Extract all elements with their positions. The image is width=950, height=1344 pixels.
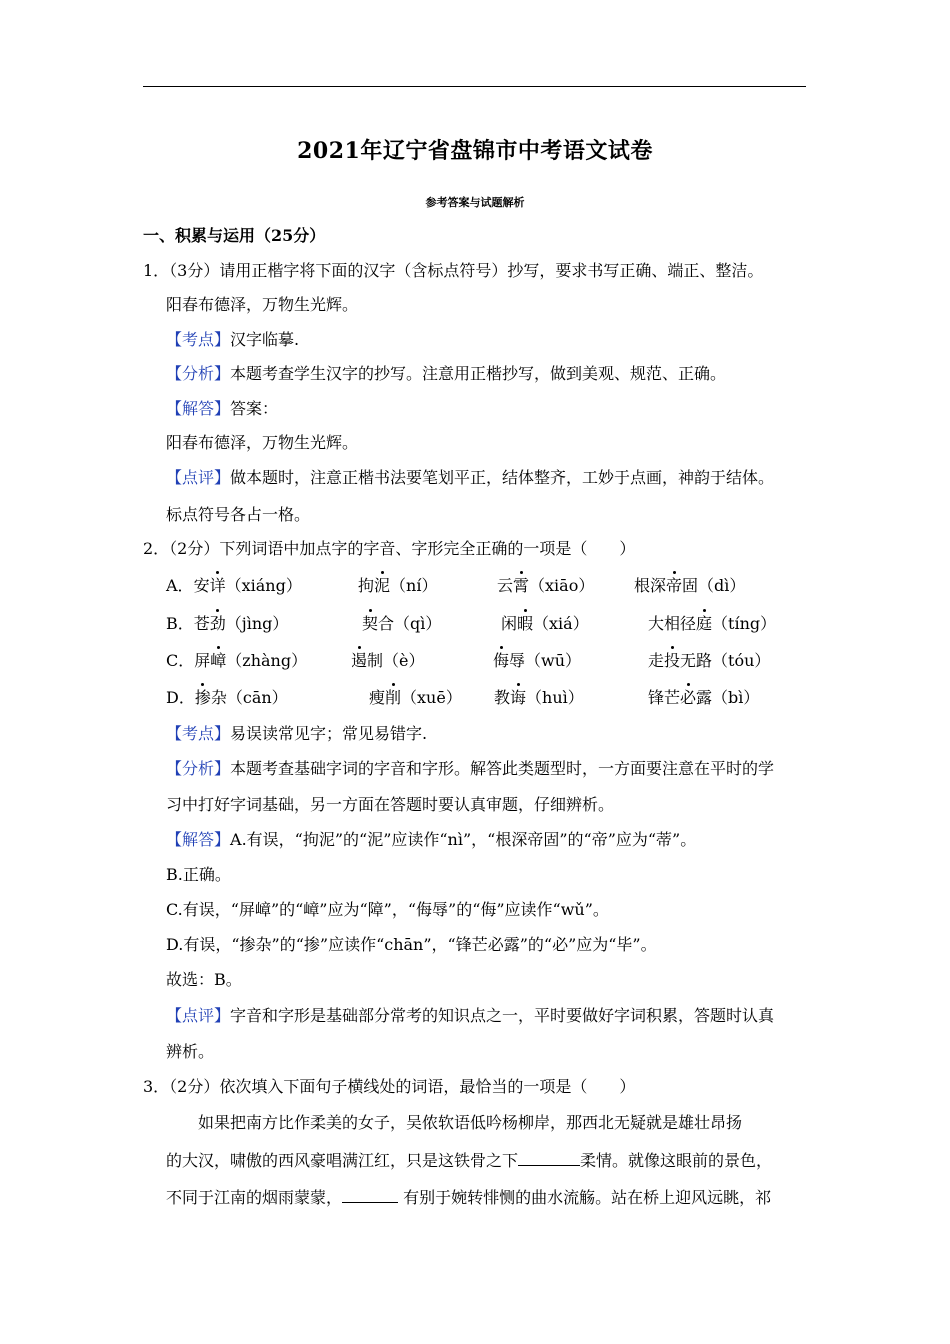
option-text: 走 <box>648 651 665 670</box>
kaodian-text: 汉字临摹. <box>230 330 300 349</box>
option-text: （xiāo） <box>529 576 595 595</box>
option-text: 根深 <box>634 576 667 595</box>
q2-option-d-word4 <box>648 687 759 709</box>
option-text: （xiá） <box>533 614 589 633</box>
section-heading: 一、积累与运用（25分） <box>143 226 326 245</box>
fenxi-text: 本题考查基础字词的字音和字形。解答此类题型时，一方面要注意在平时的学 <box>230 759 775 778</box>
dotted-char: 庭 <box>696 614 713 633</box>
q2-option-a-word3 <box>497 575 594 597</box>
dotted-char: 必 <box>680 688 697 707</box>
option-letter: A． <box>166 576 194 595</box>
option-text: （zhàng） <box>226 651 308 670</box>
dotted-char: 帝 <box>666 576 683 595</box>
q2-option-b <box>166 613 288 635</box>
q2-option-d-word3 <box>494 687 584 709</box>
dotted-char: 契 <box>362 614 379 633</box>
passage-text: 的大汉，啸傲的西风豪唱满江红，只是这铁骨之下 <box>166 1151 519 1170</box>
q2-fenxi-cont: 习中打好字词基础，另一方面在答题时要认真审题，仔细辨析。 <box>166 795 615 814</box>
q1-kaodian <box>166 329 299 351</box>
dotted-char: 掺 <box>194 688 211 707</box>
option-text: （huì） <box>526 688 584 707</box>
q3-passage-line1: 如果把南方比作柔美的女子，吴侬软语低吟杨柳岸，那西北无疑就是雄壮昂扬 <box>198 1113 743 1132</box>
q1-text: 阳春布德泽，万物生光辉。 <box>166 295 359 314</box>
dianping-tag: 【点评】 <box>166 468 231 487</box>
jieda-text: 答案： <box>230 399 279 418</box>
dotted-char: 削 <box>385 688 402 707</box>
dianping-text: 做本题时，注意正楷书法要笔划平正，结体整齐，工妙于点画，神韵于结体。 <box>230 468 775 487</box>
dotted-char: 详 <box>209 576 226 595</box>
q1-fenxi <box>166 363 726 385</box>
option-text: 辱（wū） <box>509 651 582 670</box>
dianping-text: 字音和字形是基础部分常考的知识点之一，平时要做好字词积累，答题时认真 <box>230 1006 775 1025</box>
page-title: 2021年辽宁省盘锦市中考语文试卷 <box>297 138 653 164</box>
dotted-char: 暇 <box>517 614 534 633</box>
option-text: 屏 <box>194 651 211 670</box>
q2-option-a-word4 <box>634 575 745 597</box>
q2-fenxi <box>166 758 774 780</box>
fenxi-text: 本题考查学生汉字的抄写。注意用正楷抄写，做到美观、规范、正确。 <box>230 364 727 383</box>
option-text: 大相径 <box>648 614 697 633</box>
header-rule <box>143 86 806 87</box>
jieda-tag: 【解答】 <box>166 830 231 849</box>
q3-passage-line2 <box>166 1150 772 1172</box>
option-letter: B． <box>166 614 194 633</box>
q2-option-d-word2 <box>369 687 462 709</box>
option-text: 闲 <box>501 614 518 633</box>
option-text: 教 <box>494 688 511 707</box>
q3-passage-line3 <box>166 1187 771 1209</box>
q2-jieda-c: C.有误，“屏嶂”的“嶂”应为“障”，“侮辱”的“侮”应读作“wǔ”。 <box>166 900 609 919</box>
dotted-char: 侮 <box>493 651 510 670</box>
q2-dianping <box>166 1005 774 1027</box>
fill-blank <box>518 1151 580 1166</box>
q2-kaodian <box>166 723 427 745</box>
passage-text: 不同于江南的烟雨蒙蒙， <box>166 1188 343 1207</box>
q3-stem: 3．（2分）依次填入下面句子横线处的词语，最恰当的一项是（ ） <box>143 1077 636 1096</box>
dotted-char: 劲 <box>209 614 226 633</box>
dotted-char: 诲 <box>510 688 527 707</box>
option-text: 安 <box>193 576 210 595</box>
q1-dianping-cont: 标点符号各占一格。 <box>166 505 311 524</box>
dotted-char: 嶂 <box>210 651 227 670</box>
fenxi-tag: 【分析】 <box>166 759 231 778</box>
option-text: （xuē） <box>401 688 462 707</box>
q1-stem: 1．（3分）请用正楷字将下面的汉字（含标点符号）抄写，要求书写正确、端正、整洁。 <box>143 261 764 280</box>
q2-jieda <box>166 829 696 851</box>
jieda-tag: 【解答】 <box>166 399 231 418</box>
option-letter: C． <box>166 651 195 670</box>
dotted-char: 遏 <box>351 651 368 670</box>
q2-jieda-d: D.有误，“掺杂”的“掺”应读作“chān”，“锋芒必露”的“必”应为“毕”。 <box>166 935 657 954</box>
jieda-text: A.有误，“拘泥”的“泥”应读作“nì”，“根深帝固”的“帝”应为“蒂”。 <box>230 830 697 849</box>
option-text: 锋芒 <box>648 688 681 707</box>
option-text: 云 <box>497 576 514 595</box>
option-text: 无路（tóu） <box>680 651 771 670</box>
dianping-tag: 【点评】 <box>166 1006 231 1025</box>
kaodian-text: 易误读常见字；常见易错字. <box>230 724 428 743</box>
q2-jieda-choice: 故选：B。 <box>166 970 242 989</box>
q2-option-b-word4 <box>648 613 776 635</box>
q2-jieda-b: B.正确。 <box>166 865 231 884</box>
q1-dianping <box>166 467 774 489</box>
option-text: （jìng） <box>225 614 289 633</box>
q2-option-c-word3 <box>493 650 581 672</box>
q2-option-d <box>166 687 288 709</box>
option-text: （tíng） <box>712 614 777 633</box>
option-text: 苍 <box>193 614 210 633</box>
dotted-char: 投 <box>664 651 681 670</box>
passage-text: 有别于婉转悱恻的曲水流觞。站在桥上迎风远眺，祁 <box>398 1188 772 1207</box>
fenxi-tag: 【分析】 <box>166 364 231 383</box>
kaodian-tag: 【考点】 <box>166 724 231 743</box>
option-letter: D． <box>166 688 195 707</box>
q2-stem: 2．（2分）下列词语中加点字的字音、字形完全正确的一项是（ ） <box>143 539 636 558</box>
option-text: 杂（cān） <box>210 688 288 707</box>
option-text: 制（è） <box>367 651 425 670</box>
q2-option-c <box>166 650 307 672</box>
option-text: 瘦 <box>369 688 386 707</box>
option-text: （xiáng） <box>225 576 302 595</box>
kaodian-tag: 【考点】 <box>166 330 231 349</box>
q2-option-a-word2 <box>358 575 437 597</box>
q1-answer: 阳春布德泽，万物生光辉。 <box>166 433 359 452</box>
q2-option-b-word2 <box>362 613 441 635</box>
q2-option-c-word2 <box>351 650 425 672</box>
q2-option-a <box>166 575 302 597</box>
q2-option-b-word3 <box>501 613 589 635</box>
option-text: 露（bì） <box>696 688 760 707</box>
passage-text: 柔情。就像这眼前的景色， <box>580 1151 773 1170</box>
option-text: 拘 <box>358 576 375 595</box>
q2-dianping-cont: 辨析。 <box>166 1042 215 1061</box>
q1-jieda <box>166 398 278 420</box>
option-text: （ní） <box>390 576 438 595</box>
q2-option-c-word4 <box>648 650 770 672</box>
option-text: 固（dì） <box>682 576 746 595</box>
dotted-char: 泥 <box>374 576 391 595</box>
fill-blank <box>342 1188 398 1203</box>
dotted-char: 霄 <box>513 576 530 595</box>
option-text: 合（qì） <box>378 614 442 633</box>
page-subtitle: 参考答案与试题解析 <box>425 196 525 209</box>
